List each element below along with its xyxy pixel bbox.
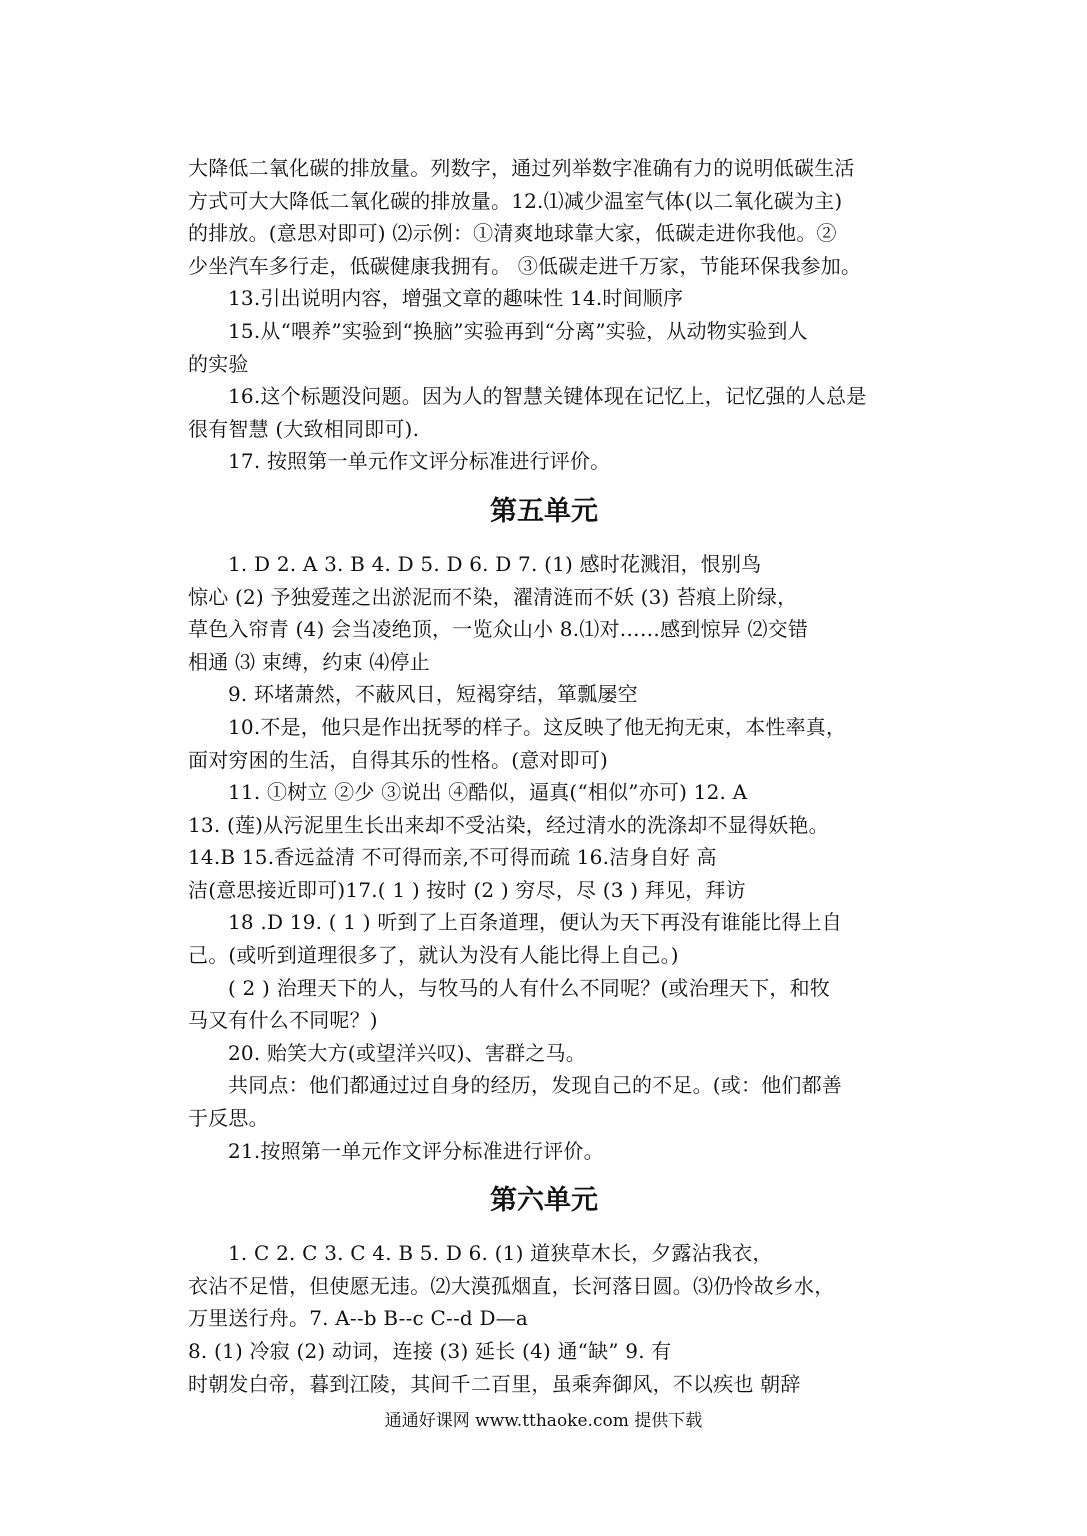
text-line: 1. C 2. C 3. C 4. B 5. D 6. (1) 道狭草木长，夕露沾我衣， <box>228 1241 773 1266</box>
text-line: 衣沾不足惜，但使愿无违。⑵大漠孤烟直，长河落日圆。⑶仍怜故乡水， <box>188 1273 835 1298</box>
text-line: 20. 贻笑大方(或望洋兴叹)、害群之马。 <box>228 1040 586 1065</box>
answers-unit6 <box>188 1237 900 1400</box>
answers-unit5 <box>188 548 900 1167</box>
text-line: 共同点：他们都通过过自身的经历，发现自己的不足。(或：他们都善 <box>228 1073 843 1098</box>
text-line: 13. (莲)从污泥里生长出来却不受沾染，经过清水的洗涤却不显得妖艳。 <box>188 812 829 837</box>
text-line: 方式可大大降低二氧化碳的排放量。12.⑴减少温室气体(以二氧化碳为主) <box>188 188 843 213</box>
text-line: 1. D 2. A 3. B 4. D 5. D 6. D 7. (1) 感时花溅泪，恨别鸟 <box>228 551 762 576</box>
text-line: 时朝发白帝，暮到江陵，其间千二百里，虽乘奔御风，不以疾也 朝辞 <box>188 1371 801 1396</box>
text-line: ( 2 ) 治理天下的人，与牧马的人有什么不同呢？(或治理天下，和牧 <box>228 975 831 1000</box>
text-line: 8. (1) 冷寂 (2) 动词，连接 (3) 延长 (4) 通“缺” 9. 有 <box>188 1339 672 1363</box>
text-line: 的实验 <box>188 351 249 376</box>
text-line: 14.B 15.香远益清 不可得而亲,不可得而疏 16.洁身自好 高 <box>188 845 717 870</box>
text-line: 16.这个标题没问题。因为人的智慧关键体现在记忆上，记忆强的人总是 <box>228 384 867 409</box>
text-line: 18 .D 19. ( 1 ) 听到了上百条道理，便认为天下再没有谁能比得上自 <box>228 910 842 935</box>
text-line: 相通 ⑶ 束缚，约束 ⑷停止 <box>188 649 430 674</box>
text-line: 9. 环堵萧然，不蔽风日，短褐穿结，箪瓢屡空 <box>228 682 638 707</box>
text-line: 万里送行舟。7. A--b B--c C--d D—a <box>188 1306 529 1331</box>
text-line: 15.从“喂养”实验到“换脑”实验再到“分离”实验，从动物实验到人 <box>228 318 808 343</box>
page-content <box>188 152 900 1400</box>
text-line: 己。(或听到道理很多了，就认为没有人能比得上自己。) <box>188 943 679 968</box>
text-line: 少坐汽车多行走，低碳健康我拥有。 ③低碳走进千万家，节能环保我参加。 <box>188 253 862 278</box>
text-line: 大降低二氧化碳的排放量。列数字，通过列举数字准确有力的说明低碳生活 <box>188 156 855 180</box>
text-line: 17. 按照第一单元作文评分标准进行评价。 <box>228 449 611 474</box>
text-line: 13.引出说明内容，增强文章的趣味性 14.时间顺序 <box>228 286 684 311</box>
text-line: 洁(意思接近即可)17.( 1 ) 按时 (2 ) 穷尽，尽 (3 ) 拜见，拜访 <box>188 877 746 902</box>
text-line: 很有智慧 (大致相同即可). <box>188 416 420 441</box>
page-footer: 通通好课网 www.tthaoke.com 提供下载 <box>384 1411 703 1431</box>
text-line: 的排放。(意思对即可) ⑵示例：①清爽地球靠大家，低碳走进你我他。② <box>188 221 837 246</box>
text-line: 马又有什么不同呢？) <box>188 1008 378 1033</box>
text-line: 11. ①树立 ②少 ③说出 ④酷似，逼真(“相似”亦可) 12. A <box>228 780 748 805</box>
text-line: 21.按照第一单元作文评分标准进行评价。 <box>228 1138 604 1163</box>
text-line: 惊心 (2) 予独爱莲之出淤泥而不染，濯清涟而不妖 (3) 苔痕上阶绿， <box>188 584 798 609</box>
unit6-heading: 第六单元 <box>490 1185 598 1217</box>
text-line: 10.不是，他只是作出抚琴的样子。这反映了他无拘无束，本性率真， <box>228 714 847 739</box>
answers-unit4-continued <box>188 152 900 478</box>
text-line: 面对穷困的生活，自得其乐的性格。(意对即可) <box>188 747 609 772</box>
unit5-heading: 第五单元 <box>490 495 598 527</box>
text-line: 于反思。 <box>188 1106 269 1131</box>
text-line: 草色入帘青 (4) 会当凌绝顶，一览众山小 8.⑴对……感到惊异 ⑵交错 <box>188 617 809 642</box>
